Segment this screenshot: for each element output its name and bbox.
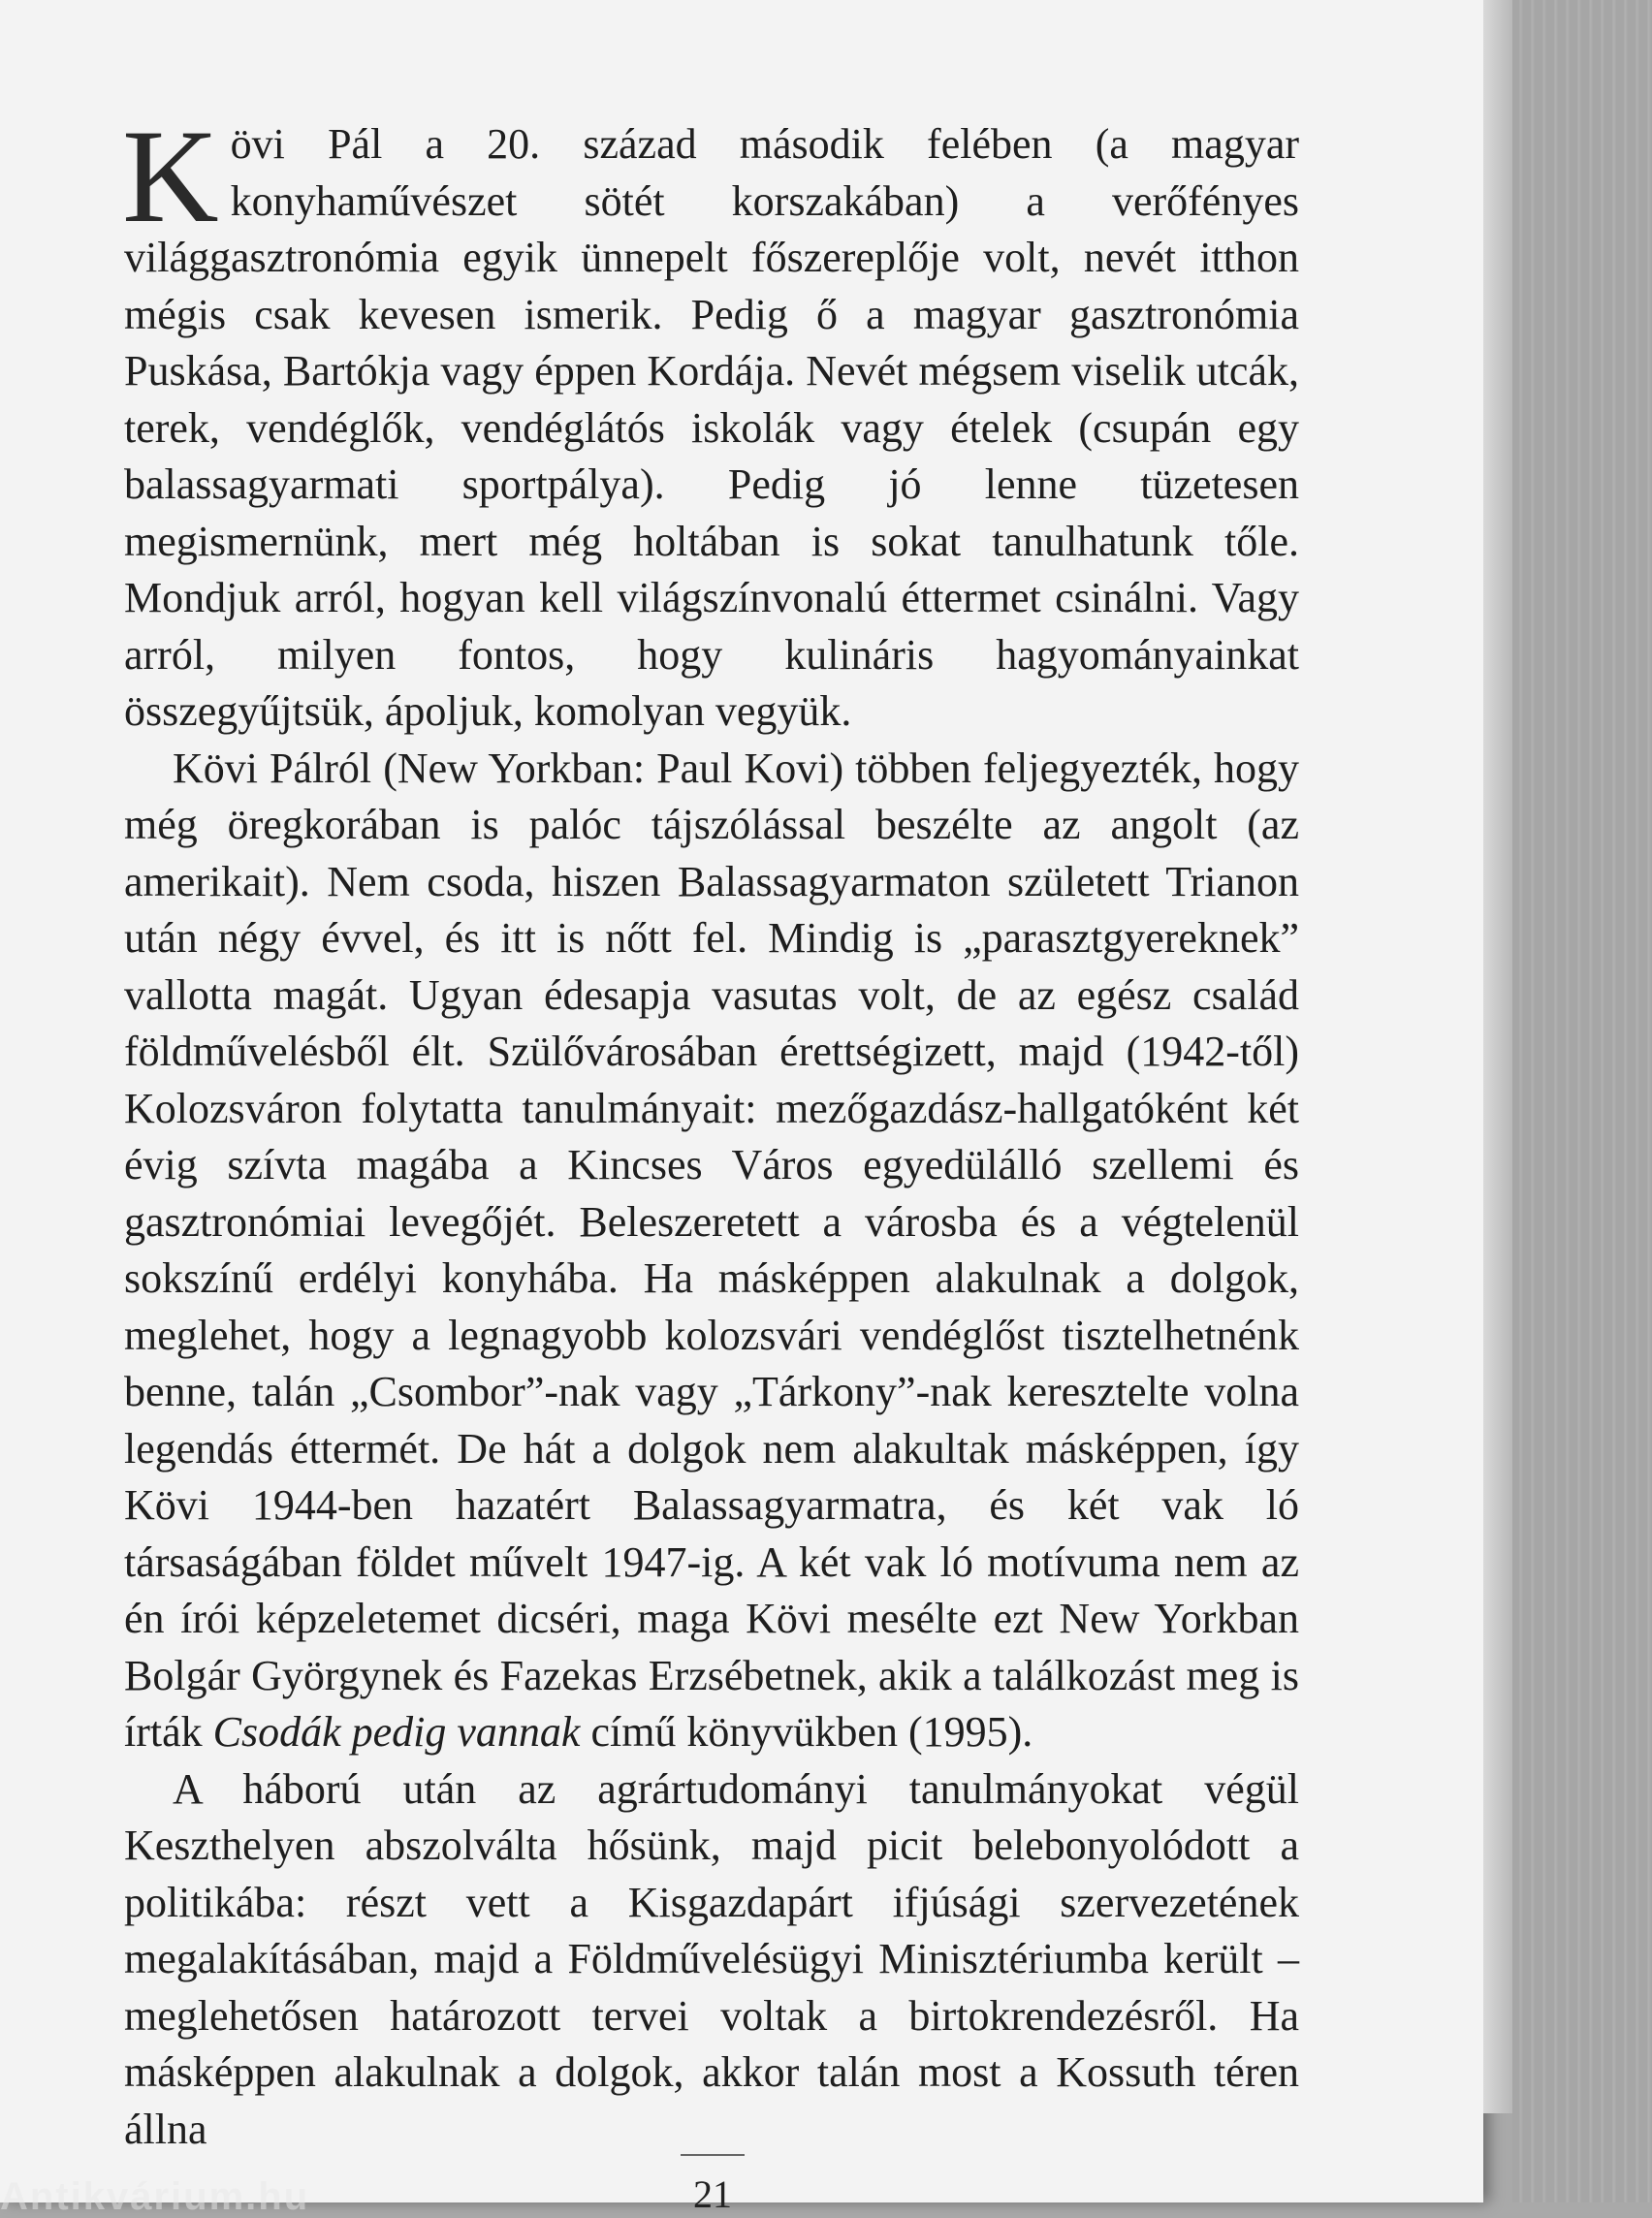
page-number-rule — [681, 2154, 745, 2156]
page-number: 21 — [693, 2172, 732, 2216]
paragraph-3-text: A háború után az agrártudományi tanulmányokat végül Keszthelyen abszolválta hősünk, majd picit belebonyolódott a politikába: részt vett a Kisgazdapárt ifjúsági szervezetének megalakításában, majd a Földművelésügyi Minisztériumba került – meglehetősen határozott tervei voltak a birtokrendezésről. Ha másképpen alakulnak a dolgok, akkor talán most a Kossuth téren állna — [124, 1764, 1299, 2153]
background-surface — [1512, 0, 1652, 2202]
paragraph-1-text: övi Pál a 20. század második felében (a magyar konyhaművészet sötét korszakában) a verőfényes világgasztronómia egyik ünnepelt főszereplője volt, nevét itthon mégis csak kevesen ismerik. Pedig ő a magyar gasztronómia Puskása, Bartókja vagy éppen Kordája. Nevét mégsem viselik utcák, terek, vendéglők, vendéglátós iskolák vagy ételek (csupán egy balassagyarmati sportpálya). Pedig jó lenne tüzetesen megismernünk, mert még holtában is sokat tanulhatunk tőle. Mondjuk arról, hogyan kell világszínvonalú éttermet csinálni. Vagy arról, milyen fontos, hogy kulináris hagyományainkat összegyűjtsük, ápoljuk, komolyan vegyük. — [124, 120, 1299, 735]
book-title: Csodák pedig vannak — [212, 1708, 581, 1756]
paragraph-3 — [124, 1761, 1299, 2159]
body-text — [122, 102, 1299, 2158]
drop-cap: K — [122, 102, 219, 250]
page-edge — [1483, 0, 1512, 2113]
paragraph-2 — [124, 741, 1299, 1761]
paragraph-2-end: című könyvükben (1995). — [580, 1708, 1033, 1756]
paragraph-2-text: Kövi Pálról (New Yorkban: Paul Kovi) többen feljegyezték, hogy még öregkorában is palóc tájszólással beszélte az angolt (az amerikait). Nem csoda, hiszen Balassagyarmaton született Trianon után négy évvel, és itt is nőtt fel. Mindig is „parasztgyereknek” vallotta magát. Ugyan édesapja vasutas volt, de az egész család földművelésből élt. Szülővárosában érettségizett, majd (1942-től) Kolozsváron folytatta tanulmányait: mezőgazdász-hallgatóként két évig szívta magába a Kincses Város egyedülálló szellemi és gasztronómiai levegőjét. Beleszeretett a városba és a végtelenül sokszínű erdélyi konyhába. Ha másképpen alakulnak a dolgok, meglehet, hogy a legnagyobb kolozsvári vendéglőst tisztelhetnénk benne, talán „Csombor”-nak vagy „Tárkony”-nak keresztelte volna legendás éttermét. De hát a dolgok nem alakultak másképpen, így Kövi 1944-ben hazatért Balassagyarmatra, és két vak ló társaságában földet művelt 1947-ig. A két vak ló motívuma nem az én írói képzeletemet dicséri, maga Kövi mesélte ezt New Yorkban Bolgár Györgynek és Fazekas Erzsébetnek, akik a találkozást meg is írták — [124, 744, 1299, 1756]
paragraph-1 — [122, 102, 1299, 741]
watermark: Antikvárium.hu — [0, 2175, 310, 2218]
